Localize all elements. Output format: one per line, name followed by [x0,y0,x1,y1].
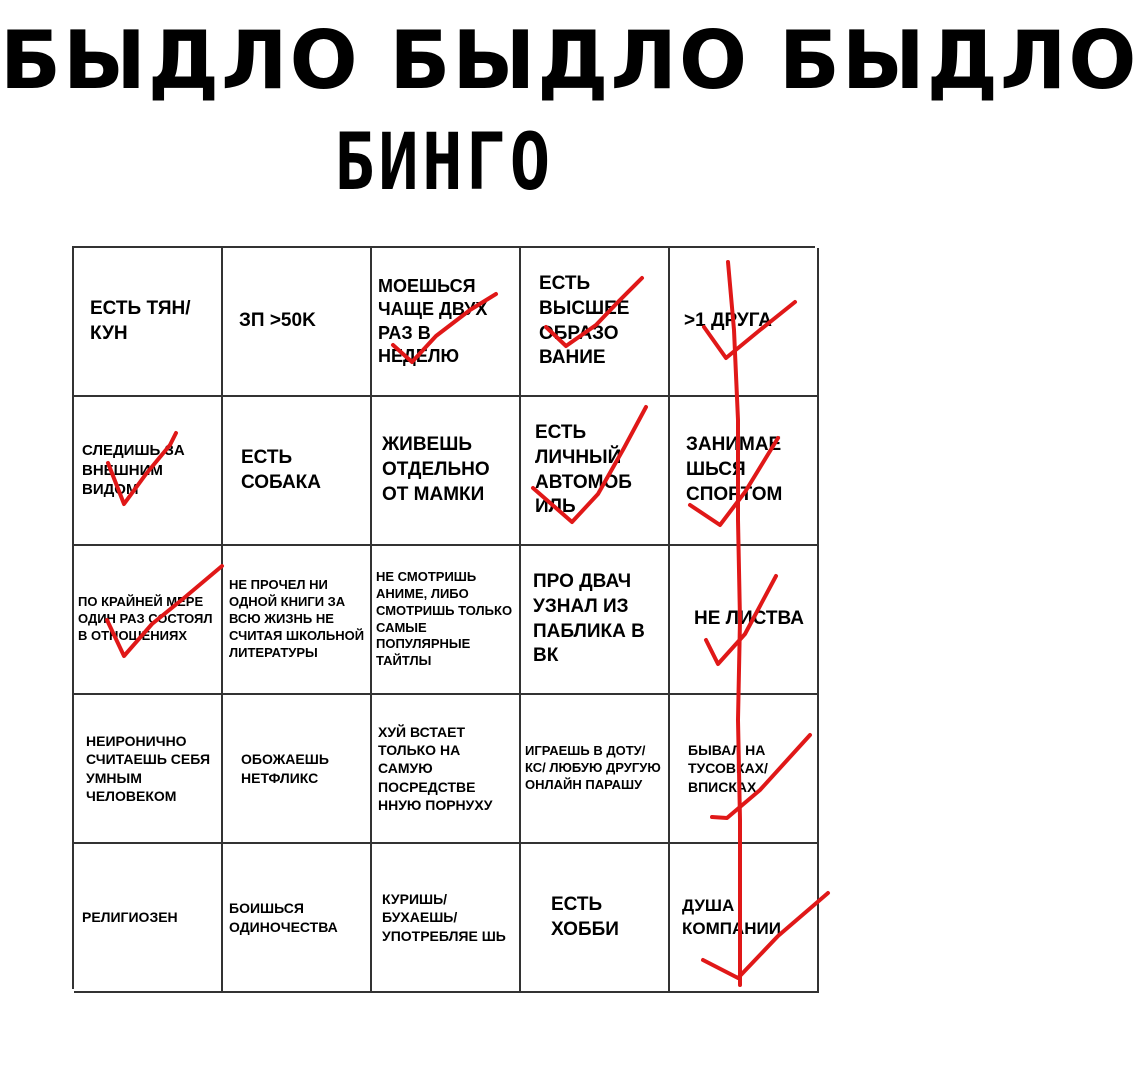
bingo-cell[interactable]: НЕ ПРОЧЕЛ НИ ОДНОЙ КНИГИ ЗА ВСЮ ЖИЗНЬ НЕ СЧИТАЯ ШКОЛЬНОЙ ЛИТЕРАТУРЫ [223,546,372,695]
bingo-cell[interactable]: ДУША КОМПАНИИ [670,844,819,993]
bingo-cell[interactable]: КУРИШЬ/ БУХАЕШЬ/ УПОТРЕБЛЯЕ ШЬ [372,844,521,993]
bingo-cell[interactable]: БЫВАЛ НА ТУСОВКАХ/ ВПИСКАХ [670,695,819,844]
bingo-cell[interactable]: ПРО ДВАЧ УЗНАЛ ИЗ ПАБЛИКА В ВК [521,546,670,695]
bingo-cell[interactable]: БОИШЬСЯ ОДИНОЧЕСТВА [223,844,372,993]
bingo-cell[interactable]: ЕСТЬ СОБАКА [223,397,372,546]
bingo-cell[interactable]: ХУЙ ВСТАЕТ ТОЛЬКО НА САМУЮ ПОСРЕДСТВЕ ННУЮ ПОРНУХУ [372,695,521,844]
bingo-cell[interactable]: МОЕШЬСЯ ЧАЩЕ ДВУХ РАЗ В НЕДЕЛЮ [372,248,521,397]
bingo-cell[interactable]: ЕСТЬ ТЯН/КУН [74,248,223,397]
bingo-cell[interactable]: ЕСТЬ ЛИЧНЫЙ АВТОМОБ ИЛЬ [521,397,670,546]
bingo-cell[interactable]: ЕСТЬ ВЫСШЕЕ ОБРАЗО ВАНИЕ [521,248,670,397]
bingo-subtitle: БИНГО [334,118,554,208]
bingo-cell[interactable]: ЖИВЕШЬ ОТДЕЛЬНО ОТ МАМКИ [372,397,521,546]
bingo-cell[interactable]: ЕСТЬ ХОББИ [521,844,670,993]
bingo-cell[interactable]: ЗАНИМАЕ ШЬСЯ СПОРТОМ [670,397,819,546]
bingo-cell[interactable]: ПО КРАЙНЕЙ МЕРЕ ОДИН РАЗ СОСТОЯЛ В ОТНОШЕНИЯХ [74,546,223,695]
bingo-cell[interactable]: РЕЛИГИОЗЕН [74,844,223,993]
bingo-cell[interactable]: >1 ДРУГА [670,248,819,397]
bingo-cell[interactable]: НЕИРОНИЧНО СЧИТАЕШЬ СЕБЯ УМНЫМ ЧЕЛОВЕКОМ [74,695,223,844]
bingo-cell[interactable]: НЕ СМОТРИШЬ АНИМЕ, ЛИБО СМОТРИШЬ ТОЛЬКО САМЫЕ ПОПУЛЯРНЫЕ ТАЙТЛЫ [372,546,521,695]
page-title: БЫДЛО БЫДЛО БЫДЛО [0,14,1138,107]
bingo-cell[interactable]: ИГРАЕШЬ В ДОТУ/КС/ ЛЮБУЮ ДРУГУЮ ОНЛАЙН ПАРАШУ [521,695,670,844]
bingo-cell[interactable]: НЕ ЛИСТВА [670,546,819,695]
bingo-cell[interactable]: ЗП >50K [223,248,372,397]
bingo-cell[interactable]: ОБОЖАЕШЬ НЕТФЛИКС [223,695,372,844]
bingo-grid [72,246,815,989]
bingo-cell[interactable]: СЛЕДИШЬ ЗА ВНЕШНИМ ВИДОМ [74,397,223,546]
